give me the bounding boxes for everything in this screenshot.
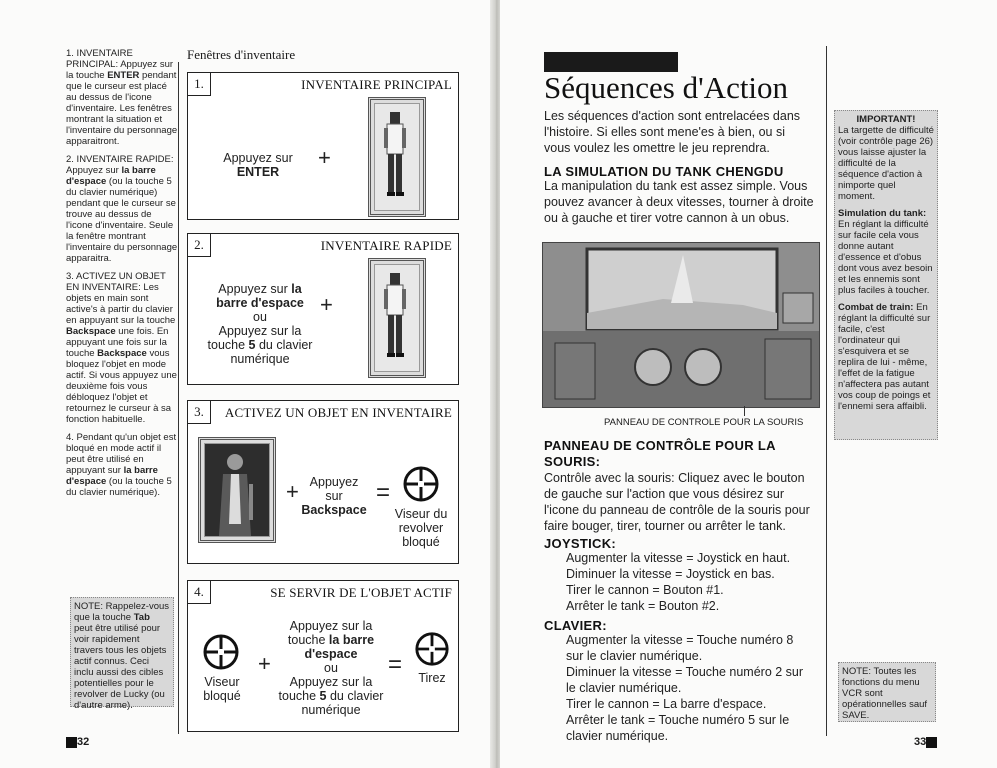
clavier-list: Augmenter la vitesse = Touche numéro 8 sur le clavier numérique. Diminuer la vitesse = Touche numéro 2 sur le clavier numérique. Tirer le cannon = La barre d'espace. Arrêter le tank = Touche numéro 5 sur le clavier numérique. <box>566 633 804 743</box>
tank-paragraph: La manipulation du tank est assez simple. Vous pouvez avancer à deux vitesses, tourner à droite ou à gauche et tirer votre cannon à un obus. <box>544 179 814 225</box>
equals-sign: = <box>376 479 391 506</box>
box-instruction: Appuyez sur la barre d'espace ou Appuyez sur la touche 5 du clavier numérique <box>207 282 313 366</box>
page-marker <box>926 737 937 748</box>
box-servir-objet <box>187 580 459 732</box>
crosshair-caption: Viseur du revolver bloqué <box>394 507 448 549</box>
page-title: Séquences d'Action <box>544 70 789 105</box>
box-instruction: Appuyez sur Backspace <box>301 475 367 517</box>
page-number-right: 33 <box>914 736 937 748</box>
left-column-rule <box>178 62 179 734</box>
sidebar-item-4: 4. Pendant qu'un objet est bloqué en mode actif il peut être utilisé en appuyant sur la barre d'espace (ou la touche 5 du clavier numérique). <box>66 432 177 498</box>
plus-sign: + <box>286 479 299 504</box>
sidebar-item-3: 3. ACTIVEZ UN OBJET EN INVENTAIRE: Les objets en main sont active's à partir du clavier en appuyant sur la touche Backspace une fois. En appuyant une fois sur la touche Backspace vous bloquez l'objet en mode actif. Si vous appuyez une deuxième fois vous débloquez l'objet et retournez le curseur à sa fonction habituelle. <box>66 271 177 425</box>
sidebar-item-2: 2. INVENTAIRE RAPIDE: Appuyez sur la barre d'espace (ou la touche 5 du clavier numérique) pendant que le curseur se trouve au dessus de l'icone d'inventaire. Seule la fenêtre montrant l'inventaire du personnage apparaitra. <box>66 154 178 264</box>
crosshair-icon <box>414 631 450 667</box>
intro-paragraph: Les séquences d'action sont entrelacées dans l'histoire. Si elles sont mene'es à bien, ou si vous voulez les omettre le jeu reprendra. <box>544 109 801 155</box>
lucky-portrait <box>198 437 276 543</box>
box-number: 4. <box>188 581 211 604</box>
tank-cockpit-image <box>543 243 819 407</box>
box-inventaire-principal <box>187 72 459 220</box>
box-number: 1. <box>188 73 211 96</box>
heading-panneau: PANNEAU DE CONTRÔLE POUR LA SOURIS: <box>544 438 776 469</box>
vcr-note: NOTE: Toutes les fonctions du menu VCR sont opérationnelles sauf SAVE. <box>838 662 936 722</box>
heading-tank: LA SIMULATION DU TANK CHENGDU <box>544 164 784 179</box>
box-number: 3. <box>188 401 211 424</box>
box-activez-objet <box>187 400 459 564</box>
crosshair-icon <box>202 633 240 671</box>
caption-pointer <box>744 406 745 416</box>
character-figure-icon <box>375 265 415 365</box>
sidebar-item-1: 1. INVENTAIRE PRINCIPAL: Appuyez sur la touche ENTER pendant que le curseur est placé au dessus de l'icone d'inventaire. Les fenêtres montrant la situation et l'inventaire du personnage apparaitront. <box>66 48 178 147</box>
lucky-figure-icon <box>205 444 269 536</box>
box-instruction: Appuyez sur ENTER <box>223 151 293 179</box>
left-sidebar <box>66 48 178 505</box>
joystick-list: Augmenter la vitesse = Joystick en haut. Diminuer la vitesse = Joystick en bas. Tirer le cannon = Bouton #1. Arrêter le tank = Bouton #2. <box>566 551 791 613</box>
box-title: INVENTAIRE RAPIDE <box>320 238 452 253</box>
title-bar <box>544 52 678 72</box>
box-title: ACTIVEZ UN OBJET EN INVENTAIRE <box>224 405 452 420</box>
box-title: INVENTAIRE PRINCIPAL <box>301 77 452 92</box>
box-inventaire-rapide <box>187 233 459 385</box>
right-page <box>500 0 997 768</box>
character-portrait <box>368 97 426 217</box>
heading-joystick: JOYSTICK: <box>544 536 617 551</box>
box-title: SE SERVIR DE L'OBJET ACTIF <box>270 585 452 600</box>
crosshair-icon <box>402 465 440 503</box>
panneau-paragraph: Contrôle avec la souris: Cliquez avec le bouton de gauche sur l'action que vous désirez sur l'icone du panneau de contrôle de la souris pour faire bouger, tirer, tourner ou arrêter le tank. <box>544 471 810 533</box>
tank-screenshot <box>542 242 820 408</box>
crosshair-caption: Tirez <box>418 671 446 685</box>
character-figure-icon <box>375 104 415 204</box>
tab-note: NOTE: Rappelez-vous que la touche Tab peut être utilisé pour voir rapidement travers tous les objets actif connus. Ceci inclu aussi des cibles potentielles pour le revolver de Lucky (ou d'autre arme). <box>70 597 174 707</box>
equals-sign: = <box>388 651 403 678</box>
character-portrait <box>368 258 426 378</box>
plus-sign: + <box>318 145 331 170</box>
box-number: 2. <box>188 234 211 257</box>
important-sidebar: IMPORTANT! La targette de difficulté (voir contrôle page 26) vous laisse ajuster la difficulté de la séquence d'action à nimporte quel moment. Simulation du tank: En réglant la difficulté sur facile cela vous donne autant d'essence et d'obus dont vous avez besoin et les ennemis sont plus faciles à toucher. Combat de train: En réglant la difficulté sur facile, c'est l'ordinateur qui s'esquivera et se replira de lui - même, l'effet de la fatigue n'affectera pas autant vos coup de poings et l'ennemi sera affaibli. <box>834 110 938 440</box>
page-marker <box>66 737 77 748</box>
page-number-left: 32 <box>66 736 89 748</box>
screenshot-caption: PANNEAU DE CONTROLE POUR LA SOURIS <box>604 417 804 428</box>
left-page <box>0 0 492 768</box>
plus-sign: + <box>320 292 333 317</box>
box-instruction: Appuyez sur la touche la barre d'espace ou Appuyez sur la touche 5 du clavier numérique <box>278 619 384 717</box>
crosshair-caption: Viseur bloqué <box>203 675 241 703</box>
right-column-rule <box>826 46 827 736</box>
heading-clavier: CLAVIER: <box>544 618 607 633</box>
plus-sign: + <box>258 651 271 676</box>
section-title: Fenêtres d'inventaire <box>187 47 296 62</box>
